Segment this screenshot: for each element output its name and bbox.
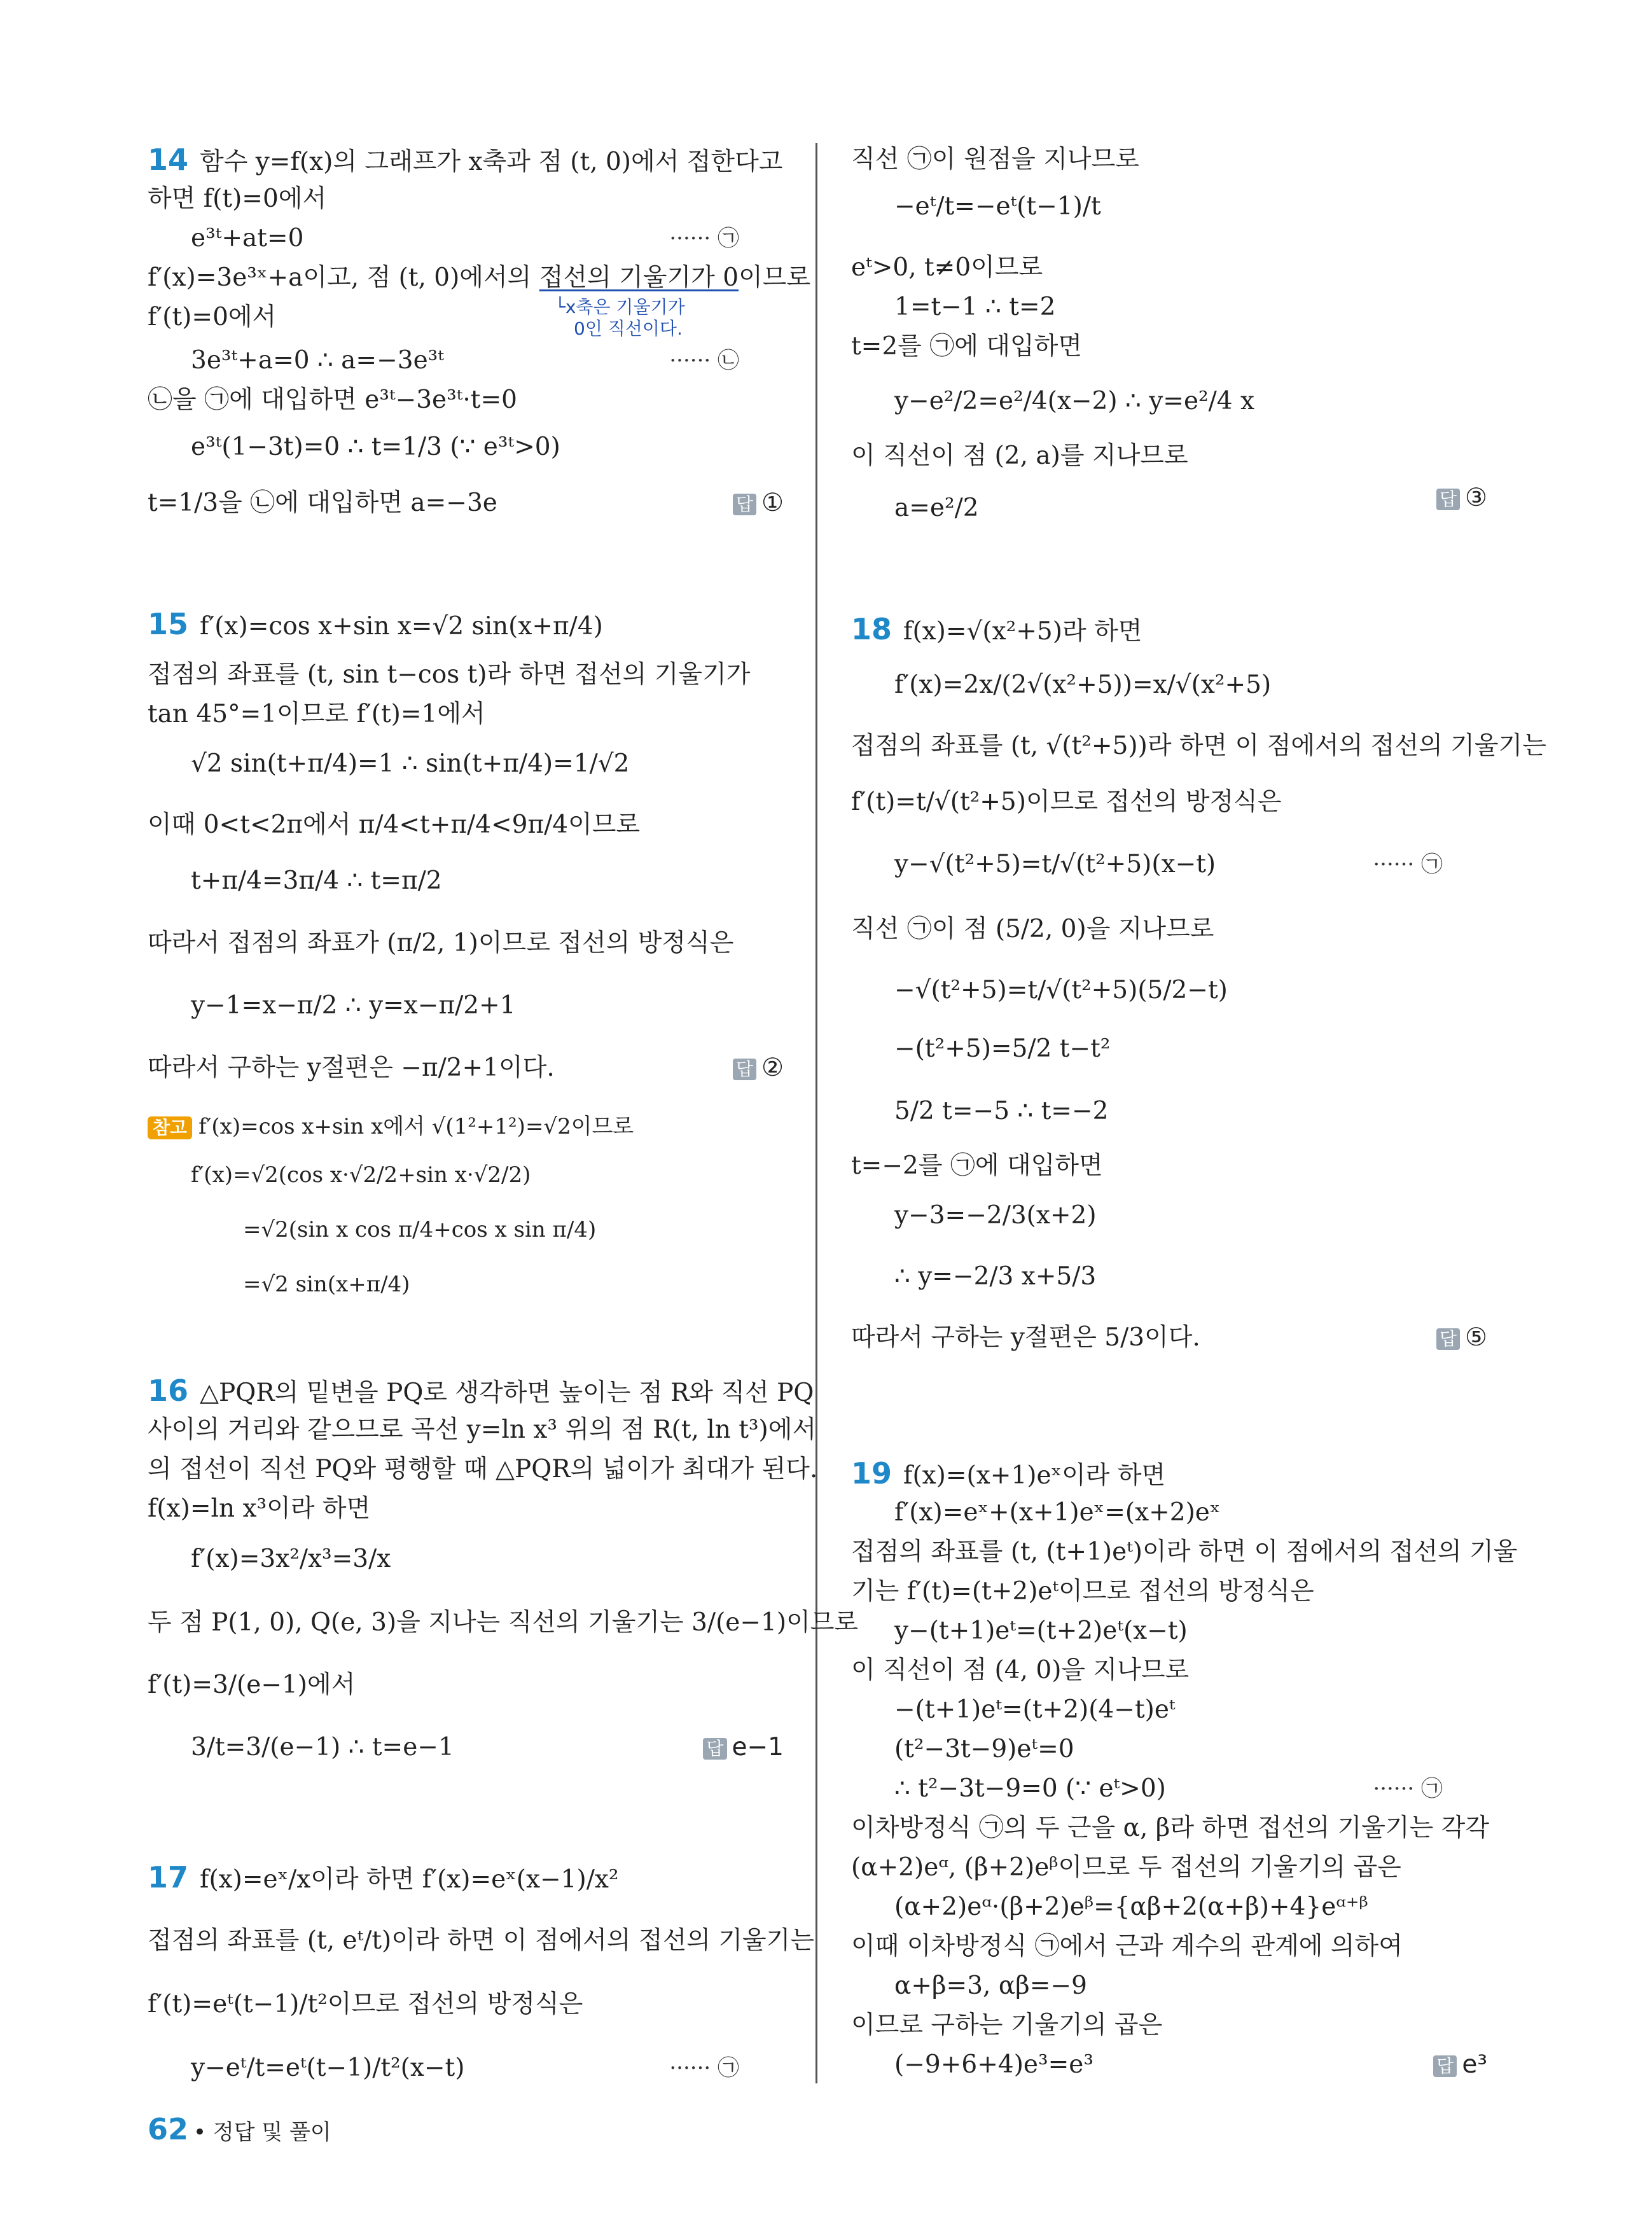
- p15-answer: 답 ②: [733, 1052, 784, 1085]
- p16-number: 16: [148, 1373, 189, 1408]
- p17c-line-2: −eᵗ/t=−eᵗ(t−1)/t: [894, 192, 1101, 221]
- p17-number: 17: [148, 1860, 189, 1894]
- p19-line-5: y−(t+1)eᵗ=(t+2)eᵗ(x−t): [894, 1616, 1188, 1645]
- p14-number: 14: [148, 142, 189, 177]
- p16-line-3: 의 접선이 직선 PQ와 평행할 때 △PQR의 넓이가 최대가 된다.: [148, 1455, 818, 1484]
- p16-line-7: f′(t)=3/(e−1)에서: [148, 1671, 356, 1699]
- p16-line-1: 16 △PQR의 밑변을 PQ로 생각하면 높이는 점 R와 직선 PQ: [148, 1373, 814, 1408]
- p18-line-1: 18 f(x)=√(x²+5)라 하면: [851, 612, 1142, 646]
- p15-line-7: 따라서 접점의 좌표가 (π/2, 1)이므로 접선의 방정식은: [148, 929, 734, 957]
- p19-line-10: 이차방정식 ㉠의 두 근을 α, β라 하면 접선의 기울기는 각각: [851, 1814, 1490, 1842]
- p16-line-8: 3/t=3/(e−1) ∴ t=e−1: [191, 1733, 454, 1762]
- p15-line-4: √2 sin(t+π/4)=1 ∴ sin(t+π/4)=1/√2: [191, 749, 630, 778]
- p19-number: 19: [851, 1456, 892, 1491]
- p15-line-3: tan 45°=1이므로 f′(t)=1에서: [148, 700, 485, 728]
- footer-label: • 정답 및 풀이: [193, 2120, 331, 2145]
- p14-line-2: 하면 f(t)=0에서: [148, 184, 327, 213]
- p14-annotation-2: 0인 직선이다.: [574, 318, 683, 339]
- p15-line-1: 15 f′(x)=cos x+sin x=√2 sin(x+π/4): [148, 607, 603, 641]
- p16-answer: 답 e−1: [703, 1731, 784, 1764]
- p18-line-4: f′(t)=t/√(t²+5)이므로 접선의 방정식은: [851, 788, 1282, 816]
- p15-line-9: 따라서 구하는 y절편은 −π/2+1이다.: [148, 1053, 555, 1082]
- p15-number: 15: [148, 607, 189, 641]
- p17c-line-6: y−e²/2=e²/4(x−2) ∴ y=e²/4 x: [894, 387, 1255, 415]
- p19-line-16: (−9+6+4)e³=e³: [894, 2050, 1094, 2079]
- p14-line-6: 3e³ᵗ+a=0 ∴ a=−3e³ᵗ: [191, 346, 444, 375]
- p17c-line-8: a=e²/2: [894, 494, 979, 522]
- p18-line-10: t=−2를 ㉠에 대입하면: [851, 1151, 1103, 1180]
- p15-note-line-1: 참고 f′(x)=cos x+sin x에서 √(1²+1²)=√2이므로: [148, 1110, 634, 1143]
- p14-line-1: 14 함수 y=f(x)의 그래프가 x축과 점 (t, 0)에서 접한다고: [148, 142, 783, 177]
- p14-line-7: ㉡을 ㉠에 대입하면 e³ᵗ−3e³ᵗ·t=0: [148, 386, 517, 414]
- p19-line-13: 이때 이차방정식 ㉠에서 근과 계수의 관계에 의하여: [851, 1932, 1403, 1961]
- p19-line-11: (α+2)eᵅ, (β+2)eᵝ이므로 두 접선의 기울기의 곱은: [851, 1853, 1401, 1882]
- p15-line-5: 이때 0<t<2π에서 π/4<t+π/4<9π/4이므로: [148, 810, 641, 839]
- p17-line-4: y−eᵗ/t=eᵗ(t−1)/t²(x−t): [191, 2054, 465, 2082]
- p17-line-2: 접점의 좌표를 (t, eᵗ/t)이라 하면 이 점에서의 접선의 기울기는: [148, 1926, 815, 1955]
- answer-icon: 답: [1436, 489, 1460, 510]
- p15-line-8: y−1=x−π/2 ∴ y=x−π/2+1: [191, 991, 516, 1020]
- p19-line-6: 이 직선이 점 (4, 0)을 지나므로: [851, 1656, 1190, 1685]
- p18-line-12: ∴ y=−2/3 x+5/3: [894, 1262, 1097, 1291]
- p17c-line-1: 직선 ㉠이 원점을 지나므로: [851, 145, 1139, 174]
- p15-note-line-4: =√2 sin(x+π/4): [243, 1272, 410, 1297]
- p16-line-2: 사이의 거리와 같으므로 곡선 y=ln x³ 위의 점 R(t, ln t³)에서: [148, 1415, 817, 1444]
- p14-line-9: t=1/3을 ㉡에 대입하면 a=−3e: [148, 489, 497, 517]
- page-number: 62: [148, 2112, 189, 2146]
- p19-line-9: ∴ t²−3t−9=0 (∵ eᵗ>0): [894, 1774, 1166, 1803]
- p19-line-7: −(t+1)eᵗ=(t+2)(4−t)eᵗ: [894, 1695, 1176, 1724]
- p19-tag: ······ ㉠: [1373, 1776, 1443, 1802]
- p18-answer: 답 ⑤: [1436, 1321, 1487, 1354]
- p17c-line-4: 1=t−1 ∴ t=2: [894, 293, 1056, 321]
- p14-annotation-1: └x축은 기울기가: [555, 296, 685, 317]
- page-footer: [148, 2112, 331, 2146]
- p18-line-2: f′(x)=2x/(2√(x²+5))=x/√(x²+5): [894, 671, 1272, 699]
- p17c-line-3: eᵗ>0, t≠0이므로: [851, 253, 1043, 282]
- answer-icon: 답: [1436, 1328, 1460, 1350]
- p17c-line-5: t=2를 ㉠에 대입하면: [851, 332, 1083, 361]
- p19-line-12: (α+2)eᵅ·(β+2)eᵝ={αβ+2(α+β)+4}eᵅ⁺ᵝ: [894, 1893, 1368, 1921]
- p19-line-4: 기는 f′(t)=(t+2)eᵗ이므로 접선의 방정식은: [851, 1577, 1314, 1606]
- p19-line-15: 이므로 구하는 기울기의 곱은: [851, 2011, 1163, 2040]
- answer-icon: 답: [733, 1059, 756, 1080]
- p19-line-1: 19 f(x)=(x+1)eˣ이라 하면: [851, 1456, 1166, 1491]
- p18-line-3: 접점의 좌표를 (t, √(t²+5))라 하면 이 점에서의 접선의 기울기는: [851, 732, 1546, 760]
- p14-answer: 답 ①: [733, 487, 784, 520]
- p18-line-11: y−3=−2/3(x+2): [894, 1201, 1097, 1230]
- p19-answer: 답 e³: [1433, 2048, 1487, 2082]
- p14-tag-b: ······ ㉡: [669, 348, 739, 373]
- p15-line-6: t+π/4=3π/4 ∴ t=π/2: [191, 866, 442, 895]
- p16-line-5: f′(x)=3x²/x³=3/x: [191, 1545, 391, 1573]
- answer-icon: 답: [1433, 2055, 1457, 2077]
- p17-line-1: 17 f(x)=eˣ/x이라 하면 f′(x)=eˣ(x−1)/x²: [148, 1860, 619, 1894]
- p19-line-14: α+β=3, αβ=−9: [894, 1971, 1087, 2000]
- p19-line-2: f′(x)=eˣ+(x+1)eˣ=(x+2)eˣ: [894, 1498, 1221, 1527]
- p16-line-6: 두 점 P(1, 0), Q(e, 3)을 지나는 직선의 기울기는 3/(e−1)이므로: [148, 1608, 859, 1637]
- p18-line-7: −√(t²+5)=t/√(t²+5)(5/2−t): [894, 976, 1228, 1004]
- p16-line-4: f(x)=ln x³이라 하면: [148, 1494, 371, 1523]
- p14-line-3: e³ᵗ+at=0: [191, 224, 304, 253]
- p18-line-5: y−√(t²+5)=t/√(t²+5)(x−t): [894, 850, 1216, 879]
- p19-line-8: (t²−3t−9)eᵗ=0: [894, 1735, 1074, 1763]
- p14-line-8: e³ᵗ(1−3t)=0 ∴ t=1/3 (∵ e³ᵗ>0): [191, 433, 560, 461]
- p19-line-3: 접점의 좌표를 (t, (t+1)eᵗ)이라 하면 이 점에서의 접선의 기울: [851, 1538, 1518, 1566]
- p18-line-8: −(t²+5)=5/2 t−t²: [894, 1034, 1111, 1063]
- p18-line-13: 따라서 구하는 y절편은 5/3이다.: [851, 1323, 1200, 1352]
- answer-icon: 답: [703, 1738, 726, 1760]
- p15-note-line-3: =√2(sin x cos π/4+cos x sin π/4): [243, 1217, 597, 1242]
- p18-line-6: 직선 ㉠이 점 (5/2, 0)을 지나므로: [851, 915, 1214, 943]
- p15-line-2: 접점의 좌표를 (t, sin t−cos t)라 하면 접선의 기울기가: [148, 660, 751, 689]
- p14-line-4: f′(x)=3e³ˣ+a이고, 점 (t, 0)에서의 접선의 기울기가 0이므로: [148, 263, 811, 292]
- answer-icon: 답: [733, 494, 756, 515]
- p18-line-9: 5/2 t=−5 ∴ t=−2: [894, 1097, 1109, 1125]
- p18-tag: ······ ㉠: [1373, 852, 1443, 877]
- column-divider: [816, 143, 817, 2083]
- p14-line-5: f′(t)=0에서: [148, 303, 277, 331]
- p14-tag-a: ······ ㉠: [669, 226, 739, 251]
- p17-line-3: f′(t)=eᵗ(t−1)/t²이므로 접선의 방정식은: [148, 1990, 583, 2019]
- p17-tag: ······ ㉠: [669, 2055, 739, 2081]
- p18-number: 18: [851, 612, 892, 646]
- p17-answer: 답 ③: [1436, 482, 1487, 515]
- note-tag: 참고: [148, 1116, 192, 1139]
- p17c-line-7: 이 직선이 점 (2, a)를 지나므로: [851, 441, 1188, 470]
- p15-note-line-2: f′(x)=√2(cos x·√2/2+sin x·√2/2): [191, 1162, 531, 1188]
